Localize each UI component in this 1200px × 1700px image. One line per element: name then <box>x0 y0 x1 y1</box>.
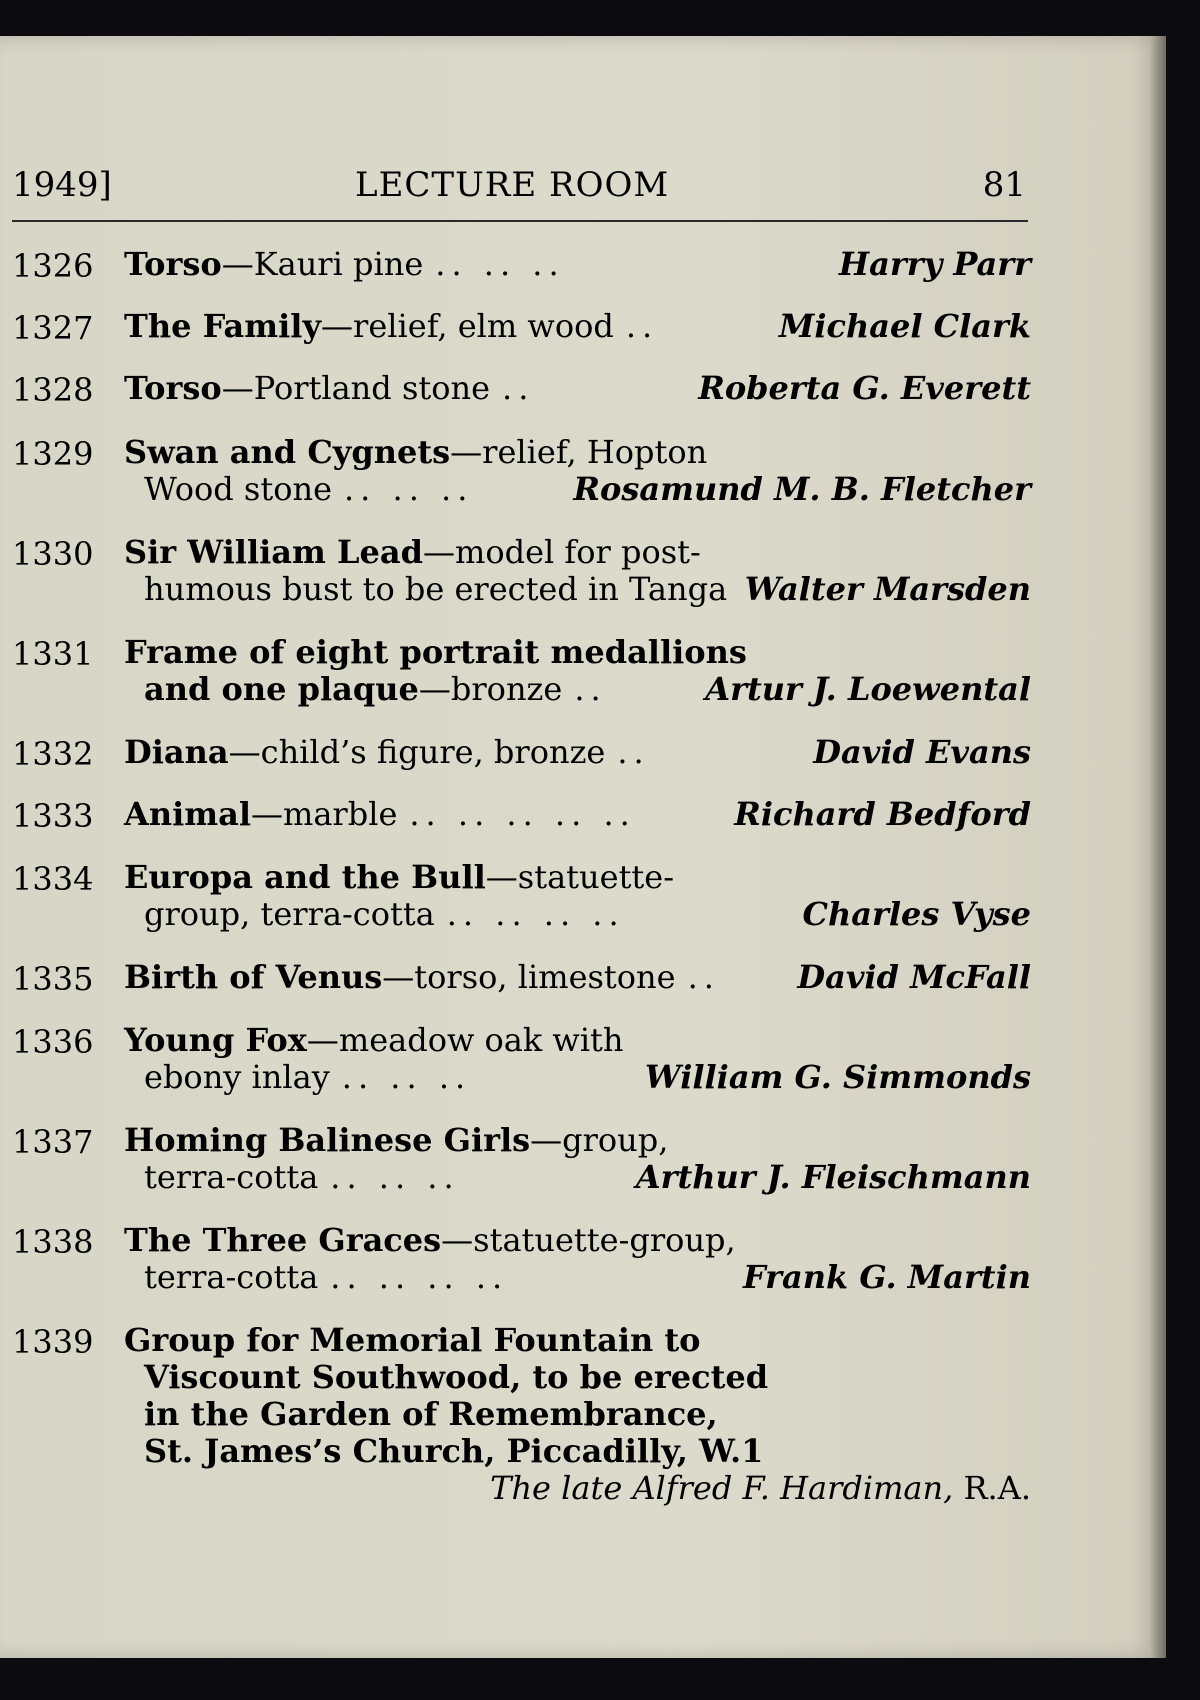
entry-title: Torso <box>124 245 222 283</box>
entry-title-continued: Viscount Southwood, to be erected <box>144 1358 769 1396</box>
entry-title: Animal <box>124 795 251 833</box>
entry-number: 1335 <box>12 960 94 998</box>
entry-title: Young Fox <box>124 1021 307 1059</box>
entry-number: 1336 <box>12 1023 94 1061</box>
entry-artist: William G. Simmonds <box>644 1058 1031 1096</box>
entry-title: Diana <box>124 733 229 771</box>
entry-detail: —Portland stone <box>221 369 491 407</box>
entry-detail: —child’s figure, bronze <box>228 733 606 771</box>
entry-artist <box>490 1469 1031 1507</box>
entry-title: Frame of eight portrait medallions <box>124 633 747 671</box>
entry-description-line <box>144 1058 471 1096</box>
entry-artist: Walter Marsden <box>744 570 1031 608</box>
entry-artist: Rosamund M. B. Fletcher <box>573 470 1031 508</box>
entry-description <box>124 433 707 471</box>
entry-description-line <box>144 1158 460 1196</box>
leader-dots: .. .. .. .. <box>446 895 625 933</box>
entry-number: 1331 <box>12 635 94 673</box>
entry-artist-suffix: R.A. <box>963 1469 1031 1507</box>
entry-description <box>124 245 565 283</box>
entry-detail: —statuette- <box>485 858 675 896</box>
entry-title: Europa and the Bull <box>124 858 486 896</box>
leader-dots: .. .. .. .. <box>330 1258 509 1296</box>
entry-artist: Roberta G. Everett <box>698 369 1031 407</box>
entry-title-continued: in the Garden of Remembrance, <box>144 1395 718 1433</box>
entry-detail: ebony inlay <box>144 1058 330 1096</box>
leader-dots: .. <box>574 670 607 708</box>
entry-number: 1333 <box>12 797 94 835</box>
entry-title: Torso <box>124 369 222 407</box>
page-edge <box>1150 36 1166 1658</box>
header-title: LECTURE ROOM <box>355 165 670 205</box>
entry-detail: —model for post- <box>422 533 701 571</box>
entry-description-line <box>144 670 607 708</box>
leader-dots: .. .. .. <box>344 470 474 508</box>
entry-artist: Charles Vyse <box>802 895 1031 933</box>
entry-artist: Arthur J. Fleischmann <box>635 1158 1031 1196</box>
header-rule <box>12 220 1028 222</box>
leader-dots: .. <box>625 307 659 345</box>
entry-detail: —relief, elm wood <box>321 307 614 345</box>
entry-number: 1326 <box>12 247 94 285</box>
entry-detail: —Kauri pine <box>221 245 424 283</box>
entry-description <box>124 733 650 771</box>
entry-title: Birth of Venus <box>124 958 383 996</box>
entry-artist: Harry Parr <box>838 245 1031 283</box>
entry-number: 1332 <box>12 735 94 773</box>
entry-description <box>124 307 658 345</box>
entry-detail: terra-cotta <box>144 1258 319 1296</box>
leader-dots: .. .. .. .. .. <box>409 795 636 833</box>
entry-detail: —bronze <box>418 670 563 708</box>
entry-description <box>124 1221 736 1259</box>
entry-description <box>124 1121 668 1159</box>
entry-title: The Family <box>124 307 322 345</box>
entry-detail: Wood stone <box>144 470 332 508</box>
entry-detail: —marble <box>251 795 398 833</box>
entry-description-line <box>144 470 473 508</box>
entry-title: Group for Memorial Fountain to <box>124 1321 701 1359</box>
entry-artist-name: The late Alfred F. Hardiman, <box>490 1469 954 1507</box>
entry-title-continued: and one plaque <box>144 670 419 708</box>
entry-artist: Michael Clark <box>778 307 1031 345</box>
header-year: 1949] <box>12 165 112 205</box>
entry-detail: —statuette-group, <box>441 1221 736 1259</box>
entry-title: Homing Balinese Girls <box>124 1121 531 1159</box>
leader-dots: .. .. .. <box>330 1158 460 1196</box>
entry-artist: Frank G. Martin <box>742 1258 1031 1296</box>
entry-description-line <box>144 1258 508 1296</box>
leader-dots: .. .. .. <box>341 1058 472 1096</box>
entry-description <box>124 958 720 996</box>
leader-dots: .. <box>502 369 535 407</box>
entry-detail: group, terra-cotta <box>144 895 435 933</box>
page-number: 81 <box>982 165 1026 205</box>
entry-detail: —torso, limestone <box>382 958 676 996</box>
entry-detail: terra-cotta <box>144 1158 319 1196</box>
entry-artist: David Evans <box>813 733 1031 771</box>
entry-number: 1338 <box>12 1223 94 1261</box>
entry-number: 1328 <box>12 371 94 409</box>
entry-number: 1334 <box>12 860 94 898</box>
entry-number: 1327 <box>12 309 94 347</box>
entry-number: 1329 <box>12 435 94 473</box>
entry-description <box>124 795 636 833</box>
entry-title-continued: St. James’s Church, Piccadilly, W.1 <box>144 1432 764 1470</box>
leader-dots: .. .. .. <box>435 245 565 283</box>
entry-detail: —meadow oak with <box>306 1021 624 1059</box>
entry-description <box>124 369 534 407</box>
entry-artist: Artur J. Loewental <box>705 670 1031 708</box>
entry-detail: —group, <box>530 1121 669 1159</box>
leader-dots: .. <box>617 733 650 771</box>
entry-description <box>124 1021 624 1059</box>
entry-number: 1337 <box>12 1123 94 1161</box>
entry-detail: —relief, Hopton <box>450 433 708 471</box>
leader-dots: .. <box>687 958 720 996</box>
entry-artist: Richard Bedford <box>734 795 1031 833</box>
entry-title: The Three Graces <box>124 1221 442 1259</box>
running-header <box>0 165 1030 205</box>
entry-description <box>124 533 701 571</box>
entry-title: Swan and Cygnets <box>124 433 451 471</box>
entry-artist: David McFall <box>797 958 1031 996</box>
entry-number: 1330 <box>12 535 94 573</box>
entry-number: 1339 <box>12 1323 94 1361</box>
entry-description-line: humous bust to be erected in Tanga <box>144 570 728 608</box>
entry-title: Sir William Lead <box>124 533 423 571</box>
entry-description-line <box>144 895 625 933</box>
entry-description <box>124 858 674 896</box>
